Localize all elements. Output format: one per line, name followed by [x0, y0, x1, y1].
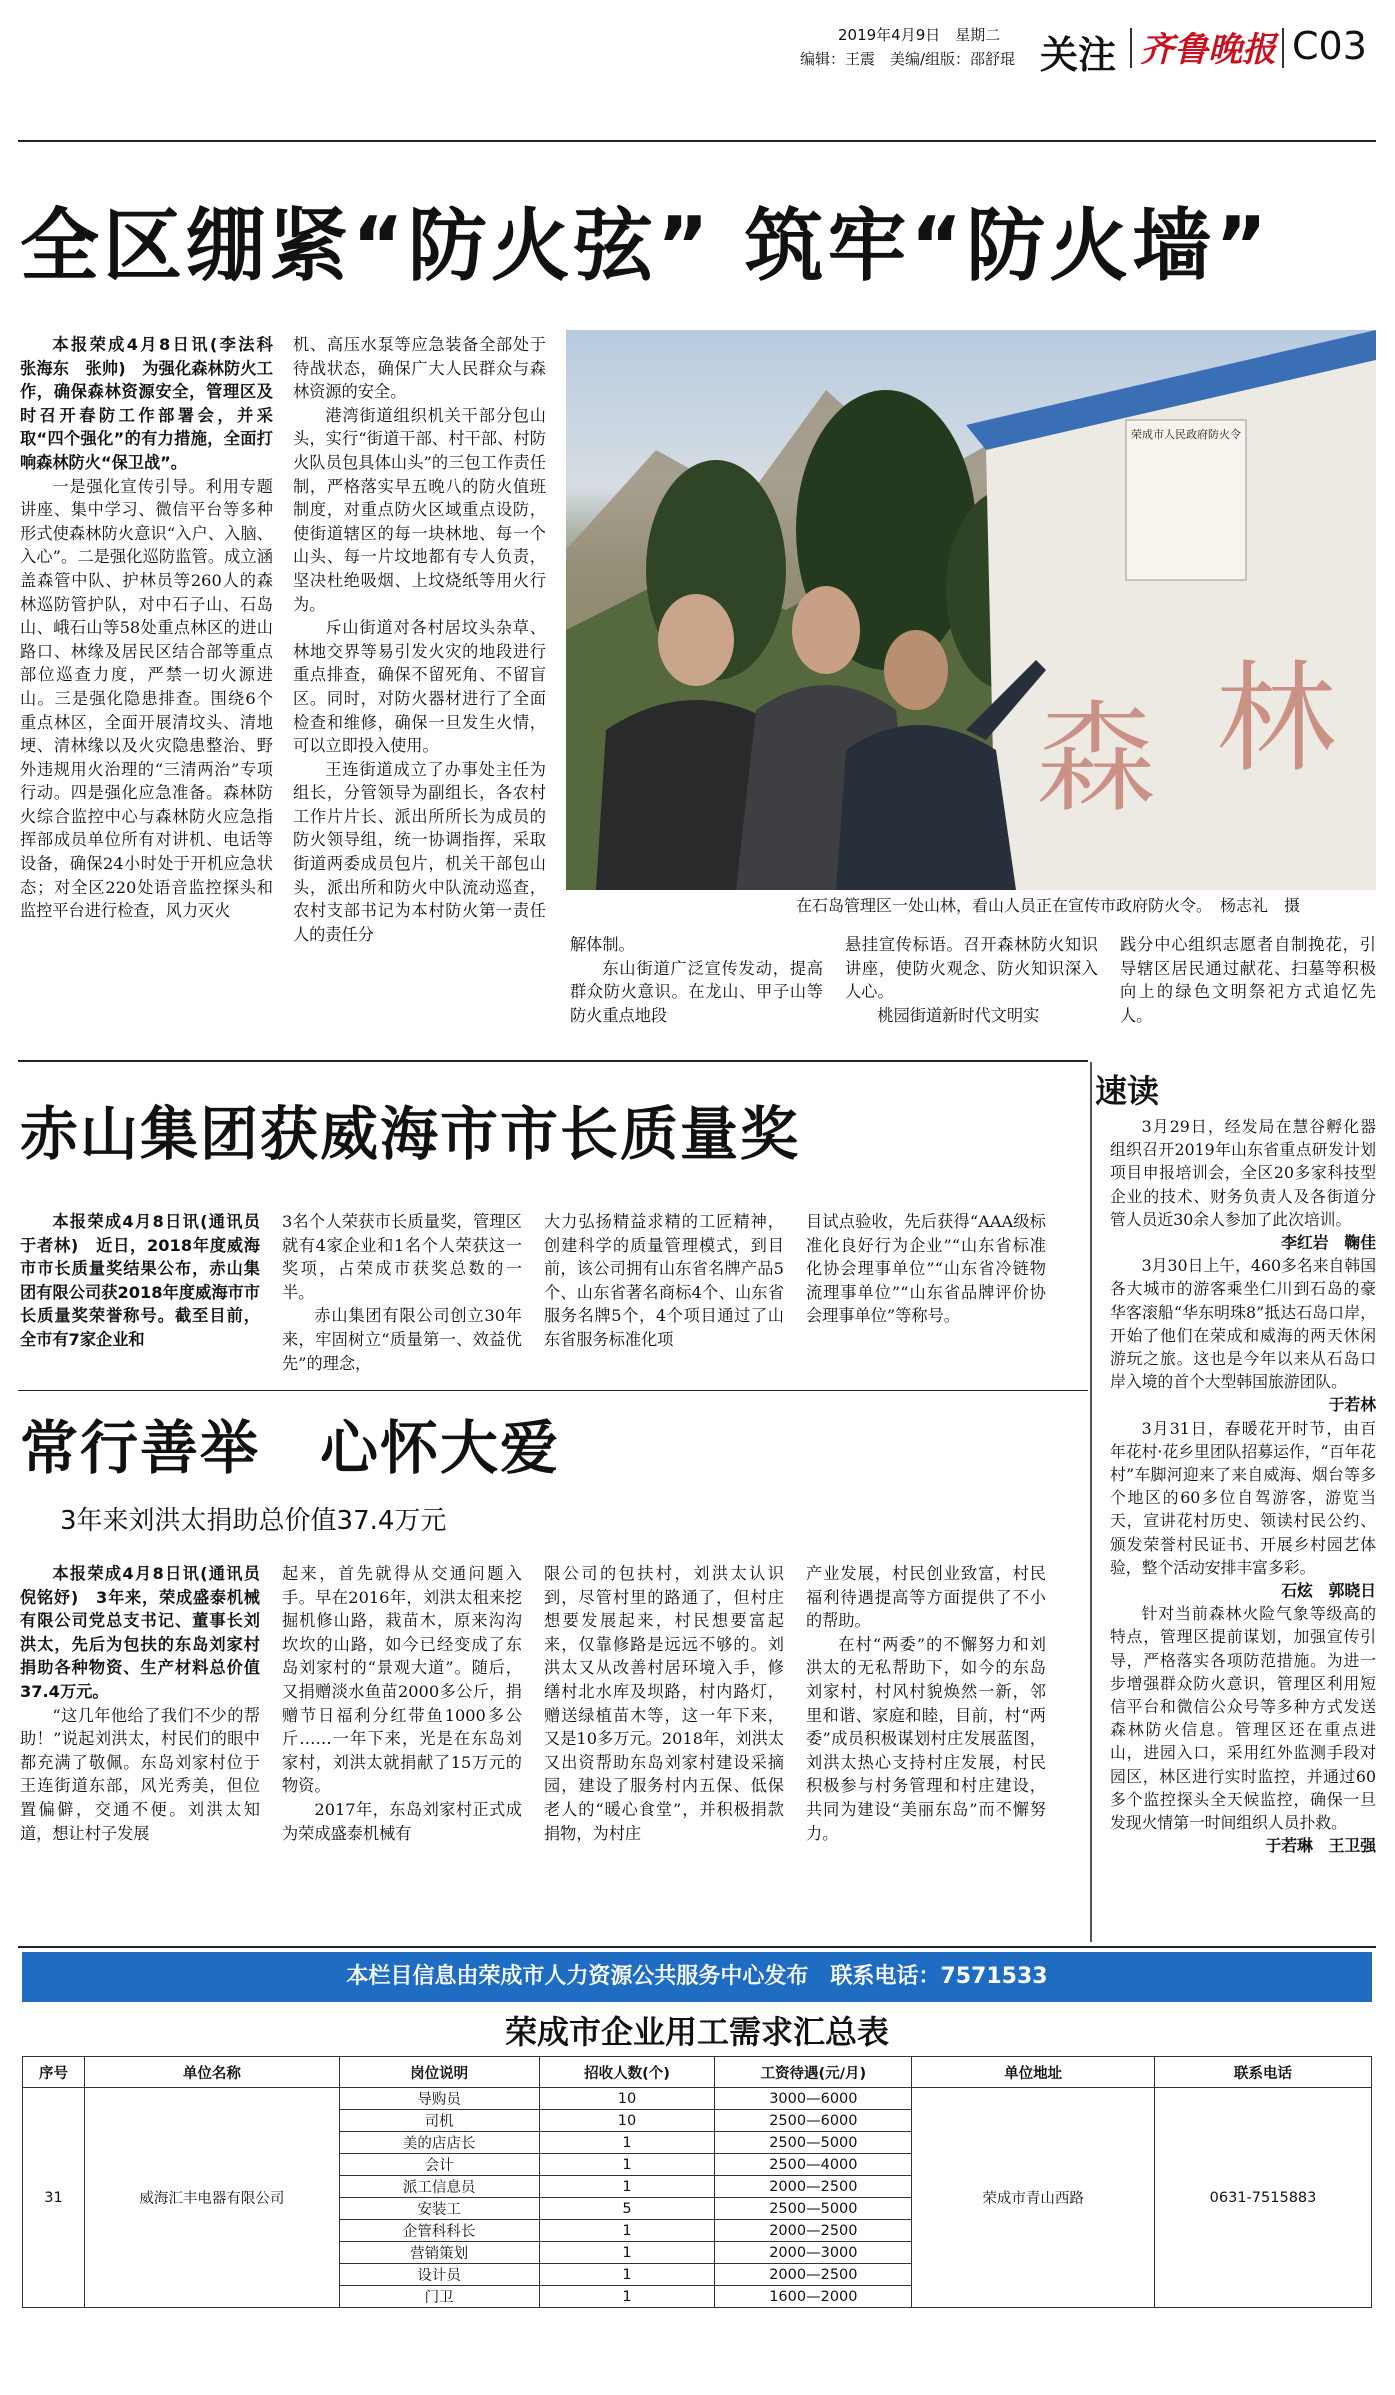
- article3-lead: 本报荣成4月8日讯(通讯员 倪铭妤) 3年来，荣成盛泰机械有限公司党总支书记、董事长刘洪太，先后为包扶的东岛刘家村捐助各种物资、生产材料总价值37.4万元。: [20, 1564, 277, 1701]
- header-cell: 单位地址: [912, 2057, 1155, 2088]
- top-rule: [18, 140, 1376, 142]
- salary-cell: 2500—5000: [715, 2132, 912, 2154]
- photo-caption: 在石岛管理区一处山林，看山人员正在宣传市政府防火令。 杨志礼 摄: [796, 896, 1301, 915]
- masthead-divider: [1130, 28, 1132, 68]
- position-cell: 营销策划: [339, 2242, 539, 2264]
- header-cell: 招收人数(个): [539, 2057, 715, 2088]
- paper-logo: 齐鲁晚报: [1140, 30, 1276, 70]
- count-cell: 1: [539, 2154, 715, 2176]
- jobs-banner: 本栏目信息由荣成市人力资源公共服务中心发布 联系电话：7571533: [22, 1952, 1372, 2002]
- article2-col1: [20, 1210, 277, 1385]
- count-cell: 1: [539, 2132, 715, 2154]
- article1-paragraph: 机、高压水泵等应急装备全部处于待战状态，确保广大人民群众与森林资源的安全。: [293, 335, 546, 402]
- photo-scene: [566, 330, 1376, 890]
- article1-bottom-col1: [570, 933, 823, 1053]
- header-cell: 单位名称: [84, 2057, 339, 2088]
- salary-cell: 2500—4000: [715, 2154, 912, 2176]
- article1-paragraph: 一是强化宣传引导。利用专题讲座、集中学习、微信平台等多种形式使森林防火意识“入户、入脑、入心”。二是强化巡防监管。成立涵盖森管中队、护林员等260人的森林巡防管护队，对中石子山、石岛山、峨石山等58处重点林区的进山路口、林缘及居民区结合部等重点部位巡查力度，严禁一切火源进山。三是强化隐患排查。围绕6个重点林区，全面开展清坟头、清地埂、清林缘以及火灾隐患整治、野外违规用火治理的“三清两治”专项行动。四是强化应急准备。森林防火综合监控中心与森林防火应急指挥部成员单位所有对讲机、电话等设备，确保24小时处于开机应急状态；对全区220处语音监控探头和监控平台进行检查，风力灭火: [20, 476, 273, 921]
- article1-paragraph: 斥山街道对各村居坟头杂草、林地交界等易引发火灾的地段进行重点排查，确保不留死角、不留盲区。同时，对防火器材进行了全面检查和维修，确保一旦发生火情，可以立即投入使用。: [293, 618, 546, 756]
- position-cell: 设计员: [339, 2264, 539, 2286]
- issue-date: 2019年4月9日 星期二: [838, 26, 1001, 44]
- position-cell: 安装工: [339, 2198, 539, 2220]
- count-cell: 1: [539, 2242, 715, 2264]
- seq-cell: 31: [23, 2088, 85, 2308]
- article3-paragraph: 限公司的包扶村，刘洪太认识到，尽管村里的路通了，但村庄想要发展起来，村民想要富起来，仅靠修路是远远不够的。刘洪太又从改善村居环境入手，修缮村北水库及坝路，村内路灯，赠送绿植苗木等，这一年下来，又是10多万元。2018年，刘洪太又出资帮助东岛刘家村建设采摘园，建设了服务村内五保、低保老人的“暖心食堂”，并积极捐款捐物，为村庄: [544, 1564, 784, 1843]
- salary-cell: 2000—2500: [715, 2264, 912, 2286]
- editor-credit: 编辑：王震 美编/组版：邵舒琨: [800, 50, 1016, 68]
- header-cell: 岗位说明: [339, 2057, 539, 2088]
- sidebar-byline: 于若林: [1328, 1395, 1376, 1415]
- sidebar-byline: 李红岩 鞠佳: [1281, 1233, 1376, 1253]
- page-code: C03: [1292, 24, 1367, 68]
- section-name: 关注: [1040, 33, 1117, 77]
- position-cell: 会计: [339, 2154, 539, 2176]
- article1-paragraph: 解体制。: [570, 935, 635, 954]
- salary-cell: 2500—6000: [715, 2110, 912, 2132]
- position-cell: 导购员: [339, 2088, 539, 2110]
- sidebar-body: [1110, 1115, 1376, 1945]
- header-cell: 工资待遇(元/月): [715, 2057, 912, 2088]
- article2-col4: [806, 1210, 1046, 1385]
- position-cell: 门卫: [339, 2286, 539, 2308]
- header-cell: 联系电话: [1155, 2057, 1372, 2088]
- position-cell: 企管科科长: [339, 2220, 539, 2242]
- photo-sign-title: 荣成市人民政府防火令: [1131, 428, 1241, 441]
- article2-paragraph: 目试点验收，先后获得“AAA级标准化良好行为企业”“山东省标准化协会理事单位”“山东省冷链物流理事单位”“山东省品牌评价协会理事单位”等称号。: [806, 1212, 1046, 1326]
- article2-lead: 本报荣成4月8日讯(通讯员 于者林) 近日，2018年度威海市市长质量奖结果公布，赤山集团有限公司获2018年度威海市市长质量奖荣誉称号。截至目前，全市有7家企业和: [20, 1212, 277, 1349]
- article2-col2: [282, 1210, 522, 1385]
- count-cell: 10: [539, 2110, 715, 2132]
- article1-lead: 本报荣成4月8日讯(李法科 张海东 张帅) 为强化森林防火工作，确保森林资源安全，管理区及时召开春防工作部署会，并采取“四个强化”的有力措施，全面打响森林防火“保卫战”。: [20, 335, 290, 472]
- address-cell: 荣成市青山西路: [912, 2088, 1155, 2308]
- sidebar-byline: 石炫 郭晓日: [1281, 1581, 1376, 1601]
- count-cell: 5: [539, 2198, 715, 2220]
- svg-text:林: 林: [1216, 650, 1336, 789]
- article3-paragraph: 产业发展，村民创业致富，村民福利待遇提高等方面提供了不小的帮助。: [806, 1564, 1046, 1631]
- sidebar-item: 3月31日，春暖花开时节，由百年花村·花乡里团队招募运作，“百年花村”车脚河迎来了来自威海、烟台等多个地区的60多位自驾游客，游览当天，宣讲花村历史、领读村民公约、颁发荣誉村民证书、开展乡村园艺体验，整个活动安排丰富多彩。: [1110, 1418, 1376, 1577]
- article1-paragraph: 东山街道广泛宣传发动，提高群众防火意识。在龙山、甲子山等防火重点地段: [570, 958, 823, 1025]
- masthead: [0, 0, 1395, 140]
- article3-col4: [806, 1562, 1046, 1942]
- company-cell: 威海汇丰电器有限公司: [84, 2088, 339, 2308]
- article1-paragraph: 港湾街道组织机关干部分包山头，实行“街道干部、村干部、村防火队员包具体山头”的三包工作责任制，严格落实早五晚八的防火值班制度，对重点防火区域重点设防，使街道辖区的每一块林地、每一个山头、每一片坟地都有专人负责，坚决杜绝吸烟、上坟烧纸等用火行为。: [293, 405, 546, 614]
- article1-paragraph: 悬挂宣传标语。召开森林防火知识讲座，使防火观念、防火知识深入人心。: [845, 935, 1098, 1002]
- salary-cell: 2500—5000: [715, 2198, 912, 2220]
- article1-bottom-rule: [18, 1060, 1088, 1062]
- article1-col2: [293, 333, 546, 1048]
- article3-paragraph: 起来，首先就得从交通问题入手。早在2016年，刘洪太租来挖掘机修山路，栽苗木，原来沟沟坎坎的山路，如今已经变成了东岛刘家村的“景观大道”。随后，又捐赠淡水鱼苗2000多公斤，捐赠节日福利分红带鱼1000多公斤……一年下来，光是在东岛刘家村，刘洪太就捐献了15万元的物资。: [282, 1564, 522, 1796]
- position-cell: 美的店店长: [339, 2132, 539, 2154]
- position-cell: 司机: [339, 2110, 539, 2132]
- article1-photo: [566, 330, 1376, 890]
- table-row: [23, 2088, 1372, 2110]
- article3-paragraph: 在村“两委”的不懈努力和刘洪太的无私帮助下，如今的东岛刘家村，村风村貌焕然一新，邻里和谐、家庭和睦，目前，村“两委”成员积极谋划村庄发展蓝图，刘洪太热心支持村庄发展，村民积极参与村务管理和村庄建设，共同为建设“美丽东岛”而不懈努力。: [806, 1634, 1046, 1843]
- article1-paragraph: 桃园街道新时代文明实: [877, 1005, 1040, 1025]
- article1-paragraph: 王连街道成立了办事处主任为组长，分管领导为副组长，各农村工作片片长、派出所所长为成员的防火领导组，统一协调指挥，采取街道两委成员包片，机关干部包山头，派出所和防火中队流动巡查，农村支部书记为本村防火第一责任人的责任分: [293, 759, 546, 944]
- article3-subheadline: 3年来刘洪太捐助总价值37.4万元: [60, 1506, 447, 1536]
- count-cell: 1: [539, 2264, 715, 2286]
- jobs-table-wrap: [22, 2056, 1372, 2308]
- count-cell: 10: [539, 2088, 715, 2110]
- article3-col2: [282, 1562, 522, 1942]
- article3-col3: [544, 1562, 784, 1942]
- header-cell: 序号: [23, 2057, 85, 2088]
- article2-col3: [544, 1210, 784, 1385]
- salary-cell: 2000—2500: [715, 2220, 912, 2242]
- article3-paragraph: “这几年他给了我们不少的帮助！”说起刘洪太，村民们的眼中都充满了敬佩。东岛刘家村位于王连街道东部，风光秀美，但位置偏僻，交通不便。刘洪太知道，想让村子发展: [20, 1705, 260, 1843]
- count-cell: 1: [539, 2286, 715, 2308]
- masthead-divider-2: [1282, 28, 1284, 68]
- article3-headline: 常行善举 心怀大爱: [20, 1414, 561, 1482]
- salary-cell: 1600—2000: [715, 2286, 912, 2308]
- salary-cell: 2000—2500: [715, 2176, 912, 2198]
- count-cell: 1: [539, 2220, 715, 2242]
- sidebar-title: 速读: [1095, 1072, 1160, 1110]
- jobs-table: [22, 2056, 1372, 2308]
- article2-paragraph: 3名个人荣获市长质量奖，管理区就有4家企业和1名个人荣获这一奖项，占荣成市获奖总数的一半。: [282, 1212, 522, 1302]
- sidebar-item: 针对当前森林火险气象等级高的特点，管理区提前谋划，加强宣传引导，严格落实各项防范措施。为进一步增强群众防火意识，管理区利用短信平台和微信公众号等多种方式发送森林防火信息。管理区还在重点进山，进园入口，采用红外监测手段对园区，林区进行实时监控，并通过60多个监控探头全天候监控，确保一旦发现火情第一时间组织人员扑救。: [1110, 1604, 1376, 1833]
- sidebar-item: 3月29日，经发局在慧谷孵化器组织召开2019年山东省重点研发计划项目申报培训会，全区20多家科技型企业的技术、财务负责人及各街道分管人员近30余人参加了此次培训。: [1110, 1117, 1376, 1229]
- article2-headline: 赤山集团获威海市市长质量奖: [20, 1100, 801, 1168]
- salary-cell: 2000—3000: [715, 2242, 912, 2264]
- article2-bottom-rule: [18, 1390, 1088, 1391]
- jobs-title: 荣成市企业用工需求汇总表: [504, 2013, 889, 2051]
- article2-paragraph: 赤山集团有限公司创立30年来，牢固树立“质量第一、效益优先”的理念，: [282, 1306, 522, 1373]
- article1-paragraph: 践分中心组织志愿者自制挽花，引导辖区居民通过献花、扫墓等积极向上的绿色文明祭祀方式追忆先人。: [1120, 935, 1376, 1025]
- article1-headline: 全区绷紧“防火弦” 筑牢“防火墙”: [20, 200, 1272, 292]
- sidebar-divider: [1090, 1062, 1092, 1942]
- article1-col1: [20, 333, 290, 1048]
- photo-sign-text: 森: [1036, 690, 1156, 829]
- sidebar-byline: 于若琳 王卫强: [1265, 1836, 1376, 1856]
- jobs-top-rule: [18, 1946, 1376, 1948]
- article1-bottom-col2: [845, 933, 1098, 1053]
- article1-bottom-col3: [1120, 933, 1376, 1053]
- article2-paragraph: 大力弘扬精益求精的工匠精神，创建科学的质量管理模式，到目前，该公司拥有山东省名牌产品5个、山东省著名商标4个、山东省服务名牌5个，4个项目通过了山东省服务标准化项: [544, 1212, 784, 1349]
- position-cell: 派工信息员: [339, 2176, 539, 2198]
- salary-cell: 3000—6000: [715, 2088, 912, 2110]
- article3-paragraph: 2017年，东岛刘家村正式成为荣成盛泰机械有: [282, 1799, 522, 1843]
- sidebar-item: 3月30日上午，460多名来自韩国各大城市的游客乘坐仁川到石岛的豪华客滚船“华东明珠8”抵达石岛口岸，开始了他们在荣成和威海的两天休闲游玩之旅。这也是今年以来从石岛口岸入境的首个大型韩国旅游团队。: [1110, 1256, 1376, 1392]
- phone-cell: 0631-7515883: [1155, 2088, 1372, 2308]
- jobs-table-header: [23, 2057, 1372, 2088]
- article3-col1: [20, 1562, 277, 1942]
- count-cell: 1: [539, 2176, 715, 2198]
